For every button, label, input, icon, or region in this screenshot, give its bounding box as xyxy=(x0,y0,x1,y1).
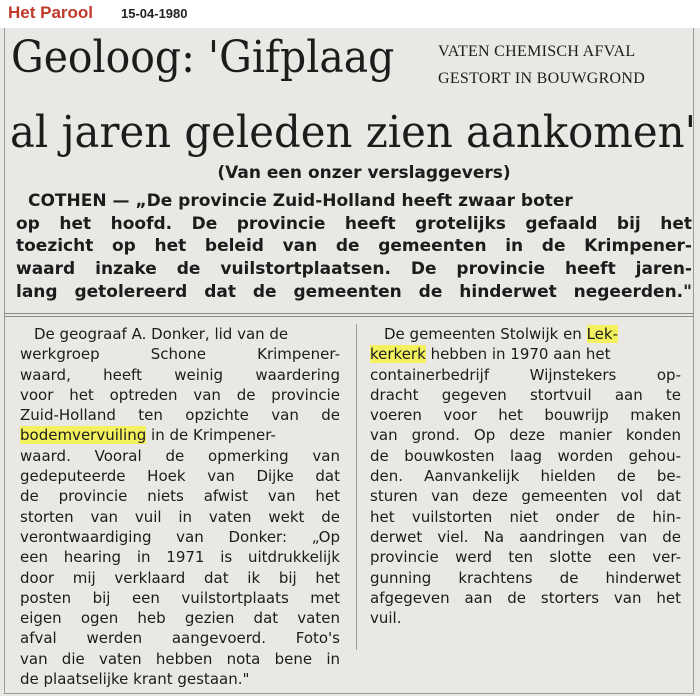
body-line: de provincie niets afwist van het xyxy=(20,487,340,506)
publication-date: 15-04-1980 xyxy=(121,6,188,21)
body-line: vuil. xyxy=(370,609,402,628)
body-line: derwet viel. Na aandringen van de xyxy=(370,527,681,546)
body-line xyxy=(20,425,340,445)
lead-line xyxy=(16,190,692,213)
body-line: afgegeven aan de storters van het xyxy=(370,588,681,607)
kicker-line-1: VATEN CHEMISCH AFVAL xyxy=(438,43,636,60)
lead-line: waard inzake de vuilstortplaatsen. De provincie heeft jaren- xyxy=(16,259,692,280)
body-line: voor het optreden van de provincie xyxy=(20,385,340,404)
headline-line-1: Geoloog: 'Gifplaag xyxy=(11,32,395,83)
lead-line: lang getolereerd dat de gemeenten de hinderwet negeerden." xyxy=(16,281,692,302)
headline-line-2: al jaren geleden zien aankomen' xyxy=(10,107,697,158)
body-line: van grond. Op deze manier konden xyxy=(370,426,681,445)
body-line: den. Aanvankelijk hielden de be- xyxy=(370,467,681,486)
body-line: de bouwkosten laag worden gehou- xyxy=(370,446,681,465)
body-line: sturen van deze gemeenten vol dat xyxy=(370,487,681,506)
body-line: het vuilstorten niet onder de hin- xyxy=(370,507,681,526)
body-line: dracht gegeven stortvuil aan te xyxy=(370,385,681,404)
highlighted-term: kerkerk xyxy=(370,345,426,364)
body-line: containerbedrijf Wijnstekers op- xyxy=(370,365,681,384)
lead-line: toezicht op het beleid van de gemeenten in de Krimpener- xyxy=(16,236,692,257)
highlighted-term: bodemvervuiling xyxy=(20,426,147,445)
body-line: een hearing in 1971 is uitdrukkelijk xyxy=(20,548,340,567)
dateline: COTHEN — xyxy=(28,191,130,211)
body-line: voeren voor het bouwrijp maken xyxy=(370,406,681,425)
body-line: verontwaardiging van Donker: „Op xyxy=(20,527,340,546)
lead-line: op het hoofd. De provincie heeft grotelijks gefaald bij het xyxy=(16,213,692,234)
column-divider xyxy=(356,324,357,650)
body-line: posten bij een vuilstortplaats met xyxy=(20,588,340,607)
body-line-text: De gemeenten Stolwijk en xyxy=(384,325,582,343)
newspaper-name: Het Parool xyxy=(8,3,94,22)
body-line: de plaatselijke krant gestaan." xyxy=(20,670,250,689)
lead-line-text: „De provincie Zuid-Holland heeft zwaar boter xyxy=(135,191,573,211)
body-line: storten van vuil in vaten wekt de xyxy=(20,507,340,526)
body-line: waard, heeft weinig waardering xyxy=(20,365,340,384)
body-line: afval werden aangevoerd. Foto's xyxy=(20,629,340,648)
byline: (Van een onzer verslaggevers) xyxy=(217,163,511,183)
body-line-text: in de Krimpener- xyxy=(151,426,276,445)
body-line: provincie werd ten slotte een ver- xyxy=(370,548,681,567)
body-line: eigen ogen heb gezien dat vaten xyxy=(20,609,340,628)
kicker-line-2: GESTORT IN BOUWGROND xyxy=(438,70,646,87)
body-line: door mij verklaard dat ik bij het xyxy=(20,568,340,587)
body-line: gedeputeerde Hoek van Dijke dat xyxy=(20,467,340,486)
body-line xyxy=(370,324,681,344)
body-line xyxy=(370,344,681,364)
column-right xyxy=(370,324,681,628)
body-line: waard. Vooral de opmerking van xyxy=(20,446,340,465)
section-divider xyxy=(4,313,694,317)
body-line-text: hebben in 1970 aan het xyxy=(430,345,611,364)
body-line: werkgroep Schone Krimpener- xyxy=(20,345,340,364)
body-line: gunning krachtens de hinderwet xyxy=(370,568,681,587)
lead-paragraph xyxy=(16,190,692,304)
column-left xyxy=(20,324,340,689)
kicker xyxy=(438,38,645,92)
body-line: van die vaten hebben nota bene in xyxy=(20,649,340,668)
body-line: De geograaf A. Donker, lid van de xyxy=(34,325,289,343)
newspaper-clipping xyxy=(0,28,700,696)
clipping-header xyxy=(0,0,700,28)
highlighted-term: Lek- xyxy=(586,325,619,343)
body-line: Zuid-Holland ten opzichte van de xyxy=(20,406,340,425)
